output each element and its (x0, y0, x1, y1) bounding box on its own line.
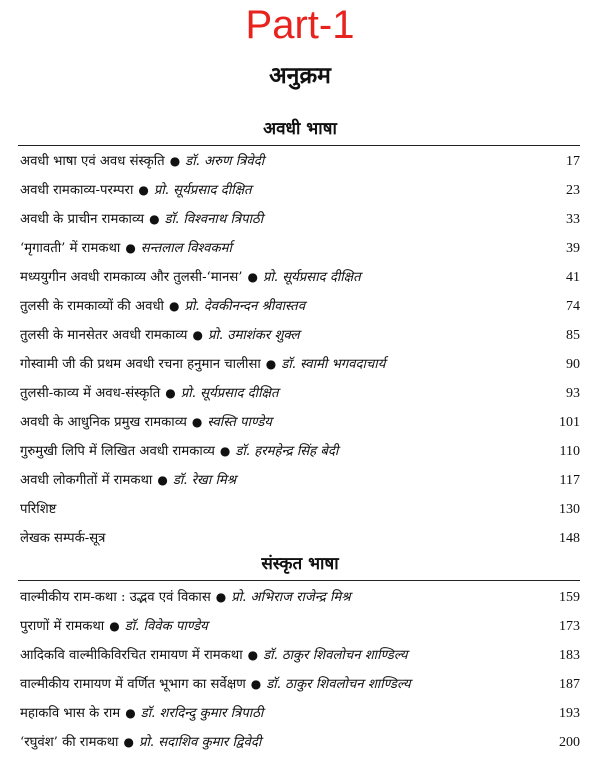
entry-page-number: 148 (559, 531, 580, 546)
entry-title: अवधी भाषा एवं अवध संस्कृति (20, 154, 165, 169)
toc-entry-text (20, 350, 540, 379)
bullet-icon: ● (192, 328, 203, 342)
entry-author: डॉ. स्वामी भगवदाचार्य (281, 357, 386, 372)
toc-entry-text (20, 437, 540, 466)
entry-title: तुलसी-काव्य में अवध-संस्कृति (20, 386, 161, 401)
entry-page-number: 17 (566, 154, 580, 169)
entry-page-number: 39 (566, 241, 580, 256)
toc-list-sanskrit (20, 583, 580, 757)
toc-entry (20, 466, 580, 495)
bullet-icon: ● (157, 473, 168, 487)
toc-entry (20, 641, 580, 670)
section-heading-awadhi: अवधी भाषा (263, 119, 337, 139)
entry-author: डॉ. रेखा मिश्र (172, 473, 237, 488)
toc-entry-text (20, 263, 540, 292)
bullet-icon: ● (109, 619, 120, 633)
bullet-icon: ● (168, 299, 180, 313)
toc-entry (20, 263, 580, 292)
entry-page-number: 41 (566, 270, 580, 285)
toc-entry (20, 321, 580, 350)
entry-author: प्रो. उमाशंकर शुक्ल (207, 328, 300, 343)
entry-title: ‘रघुवंश’ की रामकथा (20, 735, 119, 750)
entry-author: प्रो. सूर्यप्रसाद दीक्षित (153, 183, 252, 198)
entry-page-number: 101 (559, 415, 580, 430)
toc-entry-text (20, 728, 540, 757)
toc-entry-text (20, 699, 540, 728)
entry-author: प्रो. सूर्यप्रसाद दीक्षित (180, 386, 279, 401)
section-heading-sanskrit: संस्कृत भाषा (261, 554, 339, 574)
toc-entry-text (20, 612, 540, 641)
entry-title: गुरुमुखी लिपि में लिखित अवधी रामकाव्य (20, 444, 215, 459)
toc-entry-text (20, 641, 540, 670)
entry-author: डॉ. ठाकुर शिवलोचन शाण्डिल्य (263, 648, 408, 663)
part-title: Part-1 (245, 3, 355, 47)
entry-page-number: 187 (559, 677, 580, 692)
toc-entry (20, 612, 580, 641)
entry-page-number: 110 (559, 444, 580, 459)
entry-author: डॉ. ठाकुर शिवलोचन शाण्डिल्य (266, 677, 411, 692)
entry-page-number: 85 (566, 328, 580, 343)
entry-author: डॉ. हरमहेन्द्र सिंह बेदी (235, 444, 339, 459)
toc-entry-text (20, 583, 540, 612)
entry-page-number: 33 (566, 212, 580, 227)
entry-title: ‘मृगावती’ में रामकथा (20, 241, 121, 256)
toc-entry (20, 408, 580, 437)
entry-author: डॉ. शरदिन्दु कुमार त्रिपाठी (140, 706, 264, 721)
entry-title: परिशिष्ट (20, 502, 57, 517)
entry-title: महाकवि भास के राम (20, 706, 121, 721)
bullet-icon: ● (265, 357, 277, 371)
entry-page-number: 90 (566, 357, 580, 372)
bullet-icon: ● (247, 270, 258, 284)
entry-page-number: 159 (559, 590, 580, 605)
toc-entry-text (20, 408, 540, 437)
entry-author: प्रो. अभिराज राजेन्द्र मिश्र (231, 590, 351, 605)
bullet-icon: ● (149, 212, 160, 226)
entry-title: अवधी के प्राचीन रामकाव्य (20, 212, 145, 227)
entry-page-number: 200 (559, 735, 580, 750)
toc-entry (20, 379, 580, 408)
toc-entry-text (20, 321, 540, 350)
toc-entry (20, 495, 580, 524)
toc-entry-text (20, 234, 540, 263)
toc-entry-text (20, 379, 540, 408)
bullet-icon: ● (125, 241, 136, 255)
toc-entry (20, 524, 580, 553)
section-divider-awadhi (18, 145, 580, 146)
toc-entry (20, 350, 580, 379)
entry-title: मध्ययुगीन अवधी रामकाव्य और तुलसी-‘मानस’ (20, 270, 243, 285)
toc-entry (20, 437, 580, 466)
toc-list-awadhi (20, 147, 580, 553)
entry-page-number: 130 (559, 502, 580, 517)
entry-title: अवधी के आधुनिक प्रमुख रामकाव्य (20, 415, 187, 430)
entry-author: डॉ. विश्वनाथ त्रिपाठी (164, 212, 264, 227)
entry-page-number: 173 (559, 619, 580, 634)
entry-page-number: 74 (566, 299, 580, 314)
entry-title: अवधी रामकाव्य-परम्परा (20, 183, 134, 198)
entry-author: स्वस्ति पाण्डेय (207, 415, 272, 430)
section-divider-sanskrit (18, 580, 580, 581)
entry-author: डॉ. अरुण त्रिवेदी (185, 154, 265, 169)
toc-entry-text (20, 176, 540, 205)
bullet-icon: ● (191, 415, 203, 429)
toc-entry (20, 583, 580, 612)
entry-author: डॉ. विवेक पाण्डेय (124, 619, 208, 634)
contents-title: अनुक्रम (269, 62, 331, 89)
bullet-icon: ● (247, 648, 259, 662)
entry-page-number: 117 (559, 473, 580, 488)
toc-entry-text (20, 292, 540, 321)
entry-page-number: 93 (566, 386, 580, 401)
toc-entry (20, 176, 580, 205)
entry-title: वाल्मीकीय रामायण में वर्णित भूभाग का सर्वेक्षण (20, 677, 246, 692)
entry-title: पुराणों में रामकथा (20, 619, 105, 634)
bullet-icon: ● (215, 590, 227, 604)
toc-entry (20, 205, 580, 234)
entry-title: तुलसी के मानसेतर अवधी रामकाव्य (20, 328, 188, 343)
toc-entry-text (20, 205, 540, 234)
entry-author: प्रो. देवकीनन्दन श्रीवास्तव (184, 299, 306, 314)
entry-author: प्रो. सदाशिव कुमार द्विवेदी (138, 735, 262, 750)
entry-author: प्रो. सूर्यप्रसाद दीक्षित (262, 270, 361, 285)
entry-title: लेखक सम्पर्क-सूत्र (20, 531, 106, 546)
bullet-icon: ● (219, 444, 231, 458)
entry-title: आदिकवि वाल्मीकिविरचित रामायण में रामकथा (20, 648, 243, 663)
entry-page-number: 183 (559, 648, 580, 663)
entry-title: अवधी लोकगीतों में रामकथा (20, 473, 153, 488)
bullet-icon: ● (138, 183, 149, 197)
toc-entry (20, 728, 580, 757)
toc-entry-text (20, 147, 540, 176)
bullet-icon: ● (250, 677, 262, 691)
entry-page-number: 23 (566, 183, 580, 198)
toc-entry-text (20, 495, 540, 524)
toc-entry (20, 147, 580, 176)
toc-entry (20, 292, 580, 321)
bullet-icon: ● (123, 735, 134, 749)
entry-title: तुलसी के रामकाव्यों की अवधी (20, 299, 164, 314)
toc-entry (20, 699, 580, 728)
entry-title: गोस्वामी जी की प्रथम अवधी रचना हनुमान चालीसा (20, 357, 261, 372)
toc-entry (20, 670, 580, 699)
bullet-icon: ● (169, 154, 181, 168)
bullet-icon: ● (125, 706, 136, 720)
entry-author: सन्तलाल विश्वकर्मा (140, 241, 232, 256)
toc-entry (20, 234, 580, 263)
toc-entry-text (20, 466, 540, 495)
entry-title: वाल्मीकीय राम-कथा : उद्भव एवं विकास (20, 590, 211, 605)
entry-page-number: 193 (559, 706, 580, 721)
toc-entry-text (20, 670, 540, 699)
toc-entry-text (20, 524, 540, 553)
bullet-icon: ● (165, 386, 176, 400)
